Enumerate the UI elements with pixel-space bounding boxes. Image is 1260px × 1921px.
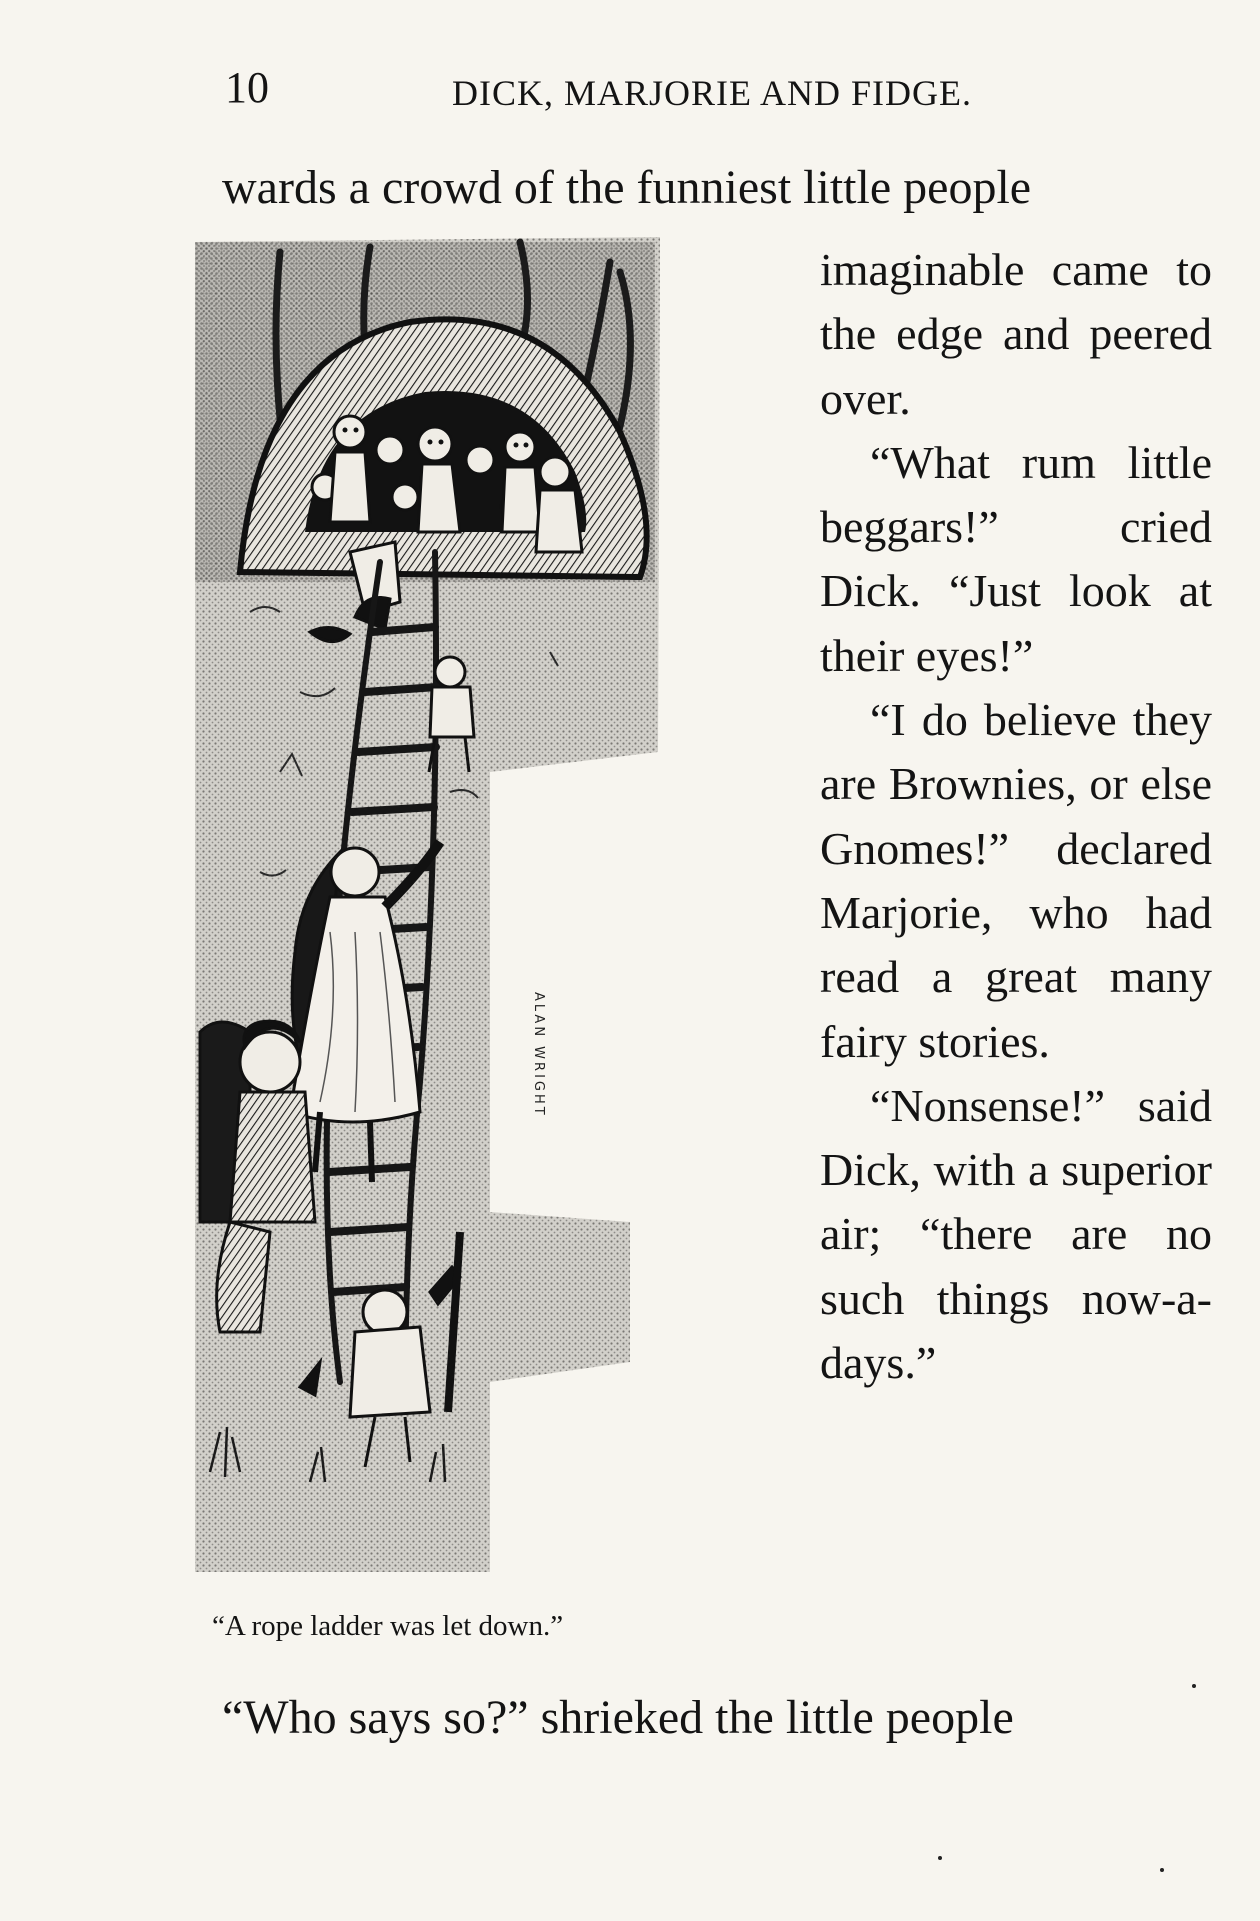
running-head: DICK, MARJORIE AND FIDGE.	[452, 73, 973, 113]
paragraph-4: “Nonsense!” said Dick, with a superior air; “there are no such things now-a-days.”	[820, 1079, 1212, 1389]
paragraph-1: imaginable came to the edge and peered over.	[820, 244, 1212, 424]
page-number: 10	[225, 63, 269, 112]
illustration-caption: “A rope ladder was let down.”	[212, 1610, 564, 1642]
body-line-last: “Who says so?” shrieked the little people	[222, 1691, 1014, 1744]
rope-ladder-illustration	[190, 232, 810, 1592]
body-line-first: wards a crowd of the funniest little people	[222, 161, 1032, 214]
ink-speck	[1192, 1684, 1196, 1688]
illustrator-signature: ALAN WRIGHT	[531, 992, 546, 1118]
text-column	[820, 238, 1212, 1395]
ink-speck	[938, 1856, 942, 1860]
paragraph-2: “What rum little beggars!” cried Dick. “Just look at their eyes!”	[820, 436, 1212, 681]
ink-speck	[1160, 1868, 1164, 1872]
paragraph-3: “I do believe they are Brownies, or else Gnomes!” declared Marjorie, who had read a great many fairy stories.	[820, 694, 1212, 1067]
